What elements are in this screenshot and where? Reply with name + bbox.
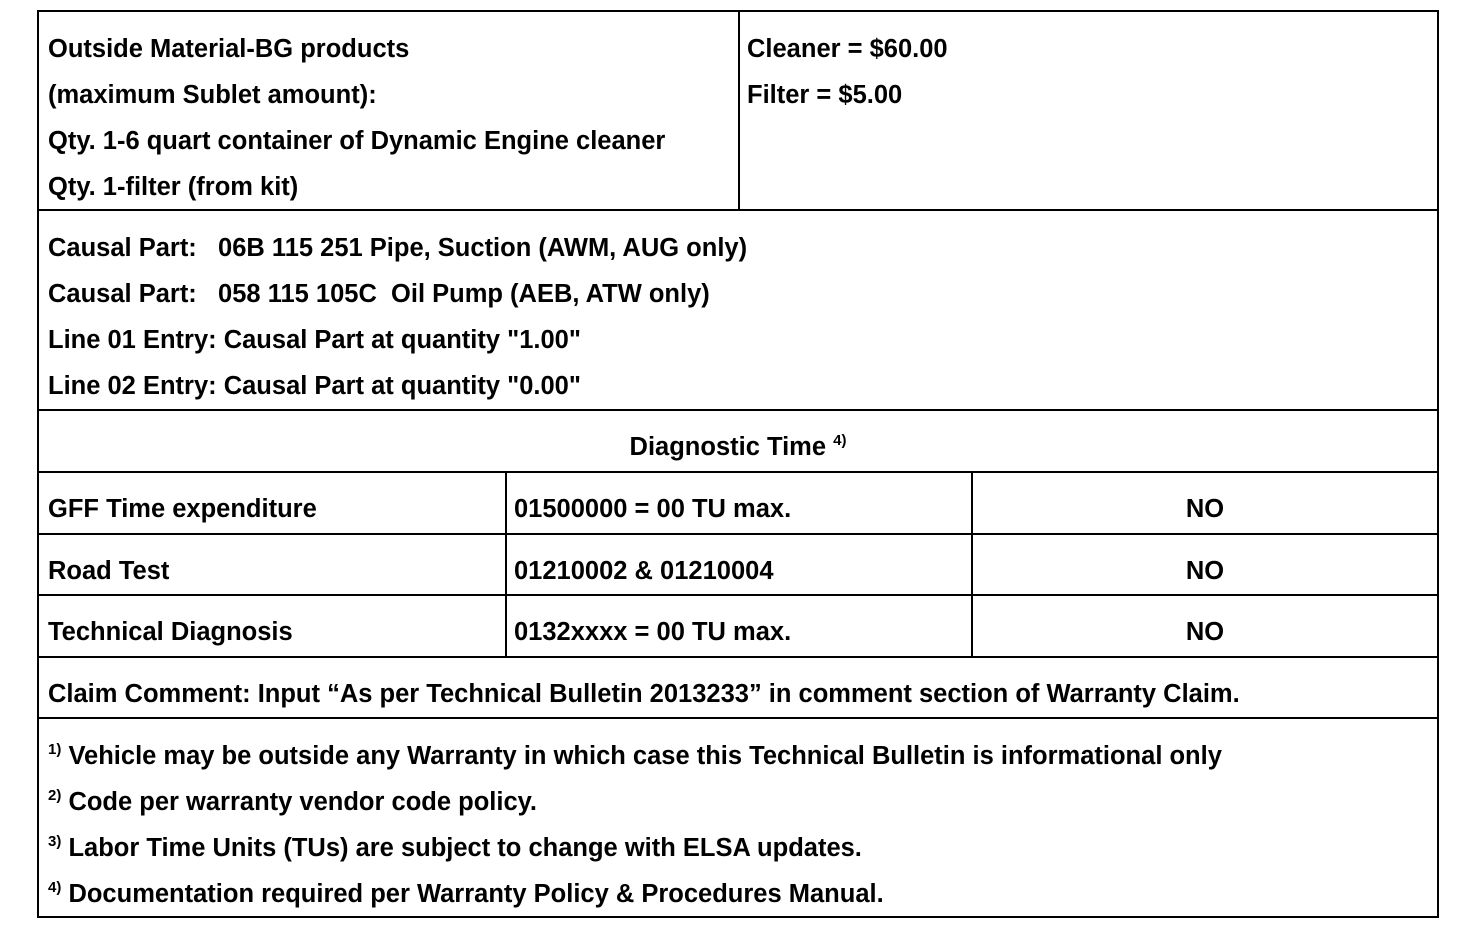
diag-row-value: NO [1185,557,1225,585]
footnote [48,787,537,817]
footnote-mark: 3) [48,833,62,850]
cost-line: Filter = $5.00 [747,81,903,109]
diag-row-label: Technical Diagnosis [48,618,293,646]
footnote-mark: 2) [48,787,62,804]
material-line: Qty. 1-6 quart container of Dynamic Engine cleaner [48,127,666,155]
diagnostic-heading-text: Diagnostic Time [629,433,827,461]
claim-comment: Claim Comment: Input “As per Technical Bulletin 2013233” in comment section of Warranty Claim. [48,680,1240,708]
footnote [48,833,862,863]
footnote-text: Documentation required per Warranty Policy & Procedures Manual. [68,880,884,908]
diagnostic-heading [39,432,1437,462]
footnote-mark: 4) [48,879,62,896]
diag-row-label: Road Test [48,557,170,585]
diag-row-code: 0132xxxx = 00 TU max. [514,618,792,646]
diag-row-value: NO [1185,618,1225,646]
causal-line: Line 02 Entry: Causal Part at quantity "0.00" [48,372,581,400]
divider [39,409,1437,411]
causal-line: Line 01 Entry: Causal Part at quantity "1.00" [48,326,581,354]
footnote-text: Labor Time Units (TUs) are subject to change with ELSA updates. [68,834,862,862]
divider [39,471,1437,473]
diag-row-code: 01500000 = 00 TU max. [514,495,792,523]
divider [505,471,507,656]
footnote-mark: 1) [48,741,62,758]
diag-row-label: GFF Time expenditure [48,495,317,523]
divider [39,594,1437,596]
causal-line: Causal Part: 058 115 105C Oil Pump (AEB, ATW only) [48,280,710,308]
footnote-text: Code per warranty vendor code policy. [68,788,537,816]
diag-row-value: NO [1185,495,1225,523]
diag-row-code: 01210002 & 01210004 [514,557,774,585]
material-line: Qty. 1-filter (from kit) [48,173,299,201]
causal-line: Causal Part: 06B 115 251 Pipe, Suction (AWM, AUG only) [48,234,748,262]
footnote-text: Vehicle may be outside any Warranty in which case this Technical Bulletin is informational only [68,742,1222,770]
divider [39,717,1437,719]
warranty-table [37,10,1439,918]
divider [39,209,1437,211]
divider [39,656,1437,658]
divider [39,533,1437,535]
footnote-mark: 4) [833,432,847,449]
footnote [48,879,884,909]
footnote [48,741,1222,771]
material-line: Outside Material-BG products [48,35,410,63]
material-line: (maximum Sublet amount): [48,81,377,109]
divider [738,12,740,209]
cost-line: Cleaner = $60.00 [747,35,948,63]
